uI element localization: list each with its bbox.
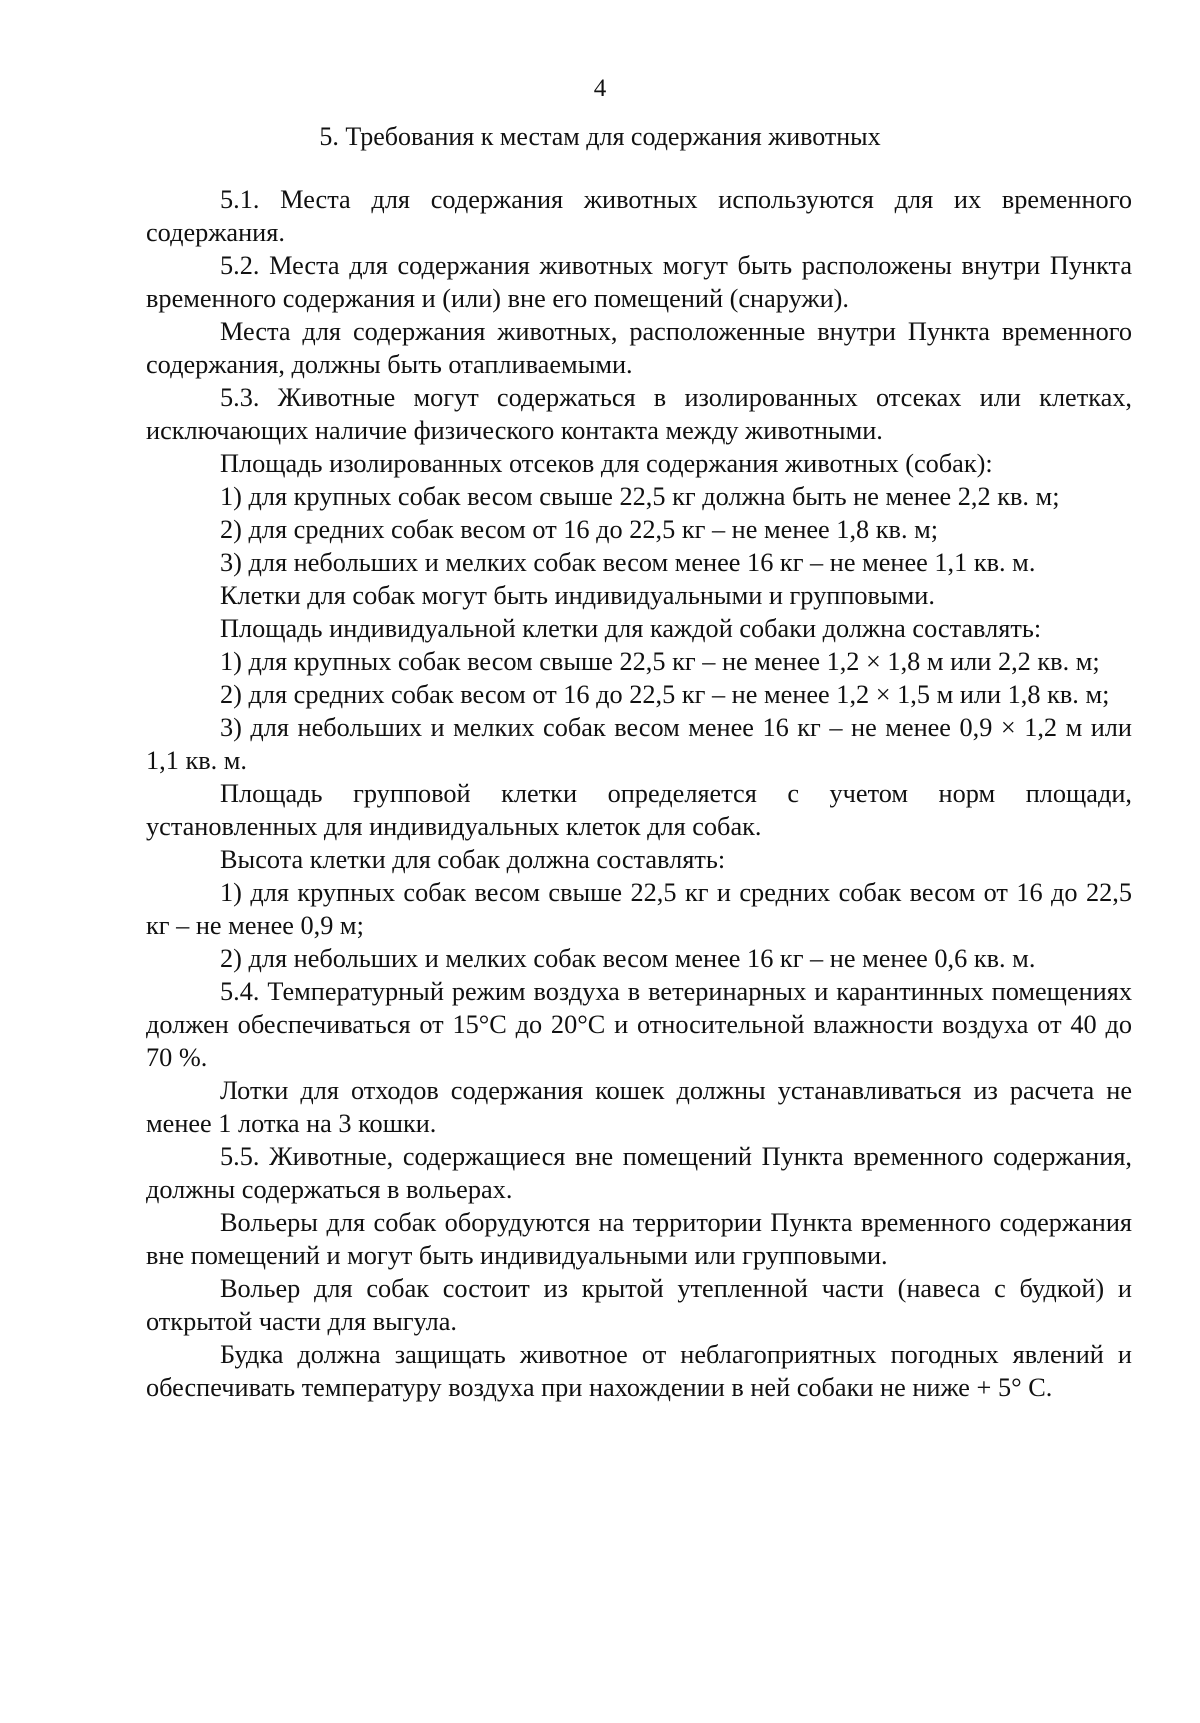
- list-item: 1) для крупных собак весом свыше 22,5 кг – не менее 1,2 × 1,8 м или 2,2 кв. м;: [220, 647, 1100, 676]
- paragraph: 5.4. Температурный режим воздуха в ветеринарных и карантинных помещениях должен обеспечиваться от 15°С до 20°С и относительной влажности воздуха от 40 до 70 %.: [146, 977, 1132, 1072]
- page-number: 4: [593, 75, 607, 102]
- paragraph: 5.5. Животные, содержащиеся вне помещений Пункта временного содержания, должны содержаться в вольерах.: [146, 1142, 1132, 1204]
- list-item: 1) для крупных собак весом свыше 22,5 кг и средних собак весом от 16 до 22,5 кг – не менее 0,9 м;: [146, 878, 1132, 940]
- paragraph: Высота клетки для собак должна составлять:: [220, 845, 726, 874]
- paragraph: Площадь групповой клетки определяется с учетом норм площади, установленных для индивидуальных клеток для собак.: [146, 779, 1132, 841]
- section-body: [146, 183, 1132, 1404]
- paragraph: Клетки для собак могут быть индивидуальными и групповыми.: [220, 581, 935, 610]
- list-item: 2) для средних собак весом от 16 до 22,5 кг – не менее 1,8 кв. м;: [220, 515, 939, 544]
- list-item: 3) для небольших и мелких собак весом менее 16 кг – не менее 1,1 кв. м.: [220, 548, 1036, 577]
- paragraph: 5.2. Места для содержания животных могут быть расположены внутри Пункта временного содержания и (или) вне его помещений (снаружи).: [146, 251, 1132, 313]
- list-item: 1) для крупных собак весом свыше 22,5 кг должна быть не менее 2,2 кв. м;: [220, 482, 1060, 511]
- list-item: 2) для средних собак весом от 16 до 22,5 кг – не менее 1,2 × 1,5 м или 1,8 кв. м;: [220, 680, 1110, 709]
- paragraph: Места для содержания животных, расположенные внутри Пункта временного содержания, должны быть отапливаемыми.: [146, 317, 1132, 379]
- paragraph: Вольер для собак состоит из крытой утепленной части (навеса с будкой) и открытой части для выгула.: [146, 1274, 1132, 1336]
- paragraph: Будка должна защищать животное от неблагоприятных погодных явлений и обеспечивать температуру воздуха при нахождении в ней собаки не ниже + 5° С.: [146, 1340, 1132, 1402]
- list-item: 3) для небольших и мелких собак весом менее 16 кг – не менее 0,9 × 1,2 м или 1,1 кв. м.: [146, 713, 1132, 775]
- paragraph: Вольеры для собак оборудуются на территории Пункта временного содержания вне помещений и могут быть индивидуальными или групповыми.: [146, 1208, 1132, 1270]
- paragraph: Площадь индивидуальной клетки для каждой собаки должна составлять:: [220, 614, 1042, 643]
- paragraph: 5.1. Места для содержания животных используются для их временного содержания.: [146, 185, 1132, 247]
- paragraph: Площадь изолированных отсеков для содержания животных (собак):: [220, 449, 993, 478]
- paragraph: 5.3. Животные могут содержаться в изолированных отсеках или клетках, исключающих наличие физического контакта между животными.: [146, 383, 1132, 445]
- section-title: 5. Требования к местам для содержания животных: [319, 122, 881, 151]
- paragraph: Лотки для отходов содержания кошек должны устанавливаться из расчета не менее 1 лотка на 3 кошки.: [146, 1076, 1132, 1138]
- list-item: 2) для небольших и мелких собак весом менее 16 кг – не менее 0,6 кв. м.: [220, 944, 1036, 973]
